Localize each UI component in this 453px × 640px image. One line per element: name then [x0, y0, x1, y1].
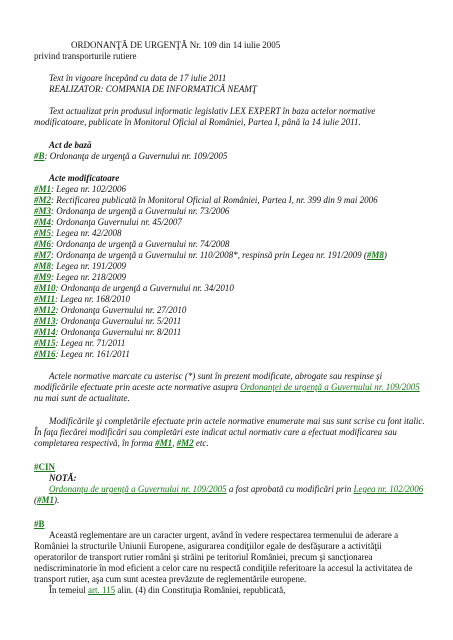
- acte-modificatoare-block: [34, 173, 426, 360]
- list-item: [34, 327, 426, 338]
- list-item-text: : Ordonanţa de urgenţă a Guvernului nr. 73/2006: [51, 206, 230, 216]
- list-item-text: : Legea nr. 161/2011: [55, 349, 130, 359]
- italic-note-text: Modificările şi completările efectuate prin actele normative enumerate mai sus sunt scrise cu font italic. În faţa fiecărei modificări sau completări este indicat actul normativ care a efectuat modificarea sau completarea respectivă, în forma: [34, 416, 425, 448]
- italic-note-separator: ,: [172, 438, 177, 448]
- document-header: [34, 40, 426, 62]
- act-baza-text: : Ordonanţa de urgenţă a Guvernului nr. 109/2005: [44, 151, 228, 161]
- list-item: [34, 261, 426, 272]
- legea-102-link[interactable]: Legea nr. 102/2006: [353, 484, 424, 494]
- list-item: [34, 228, 426, 239]
- tag-m8-link[interactable]: #M8: [34, 261, 52, 271]
- acte-modificatoare-heading: Acte modificatoare: [49, 173, 120, 183]
- list-item: [34, 195, 426, 206]
- list-item-text: : Ordonanţa Guvernului nr. 45/2007: [51, 217, 182, 227]
- temeiul-text-end: alin. (4) din Constituţia României, republicată,: [115, 585, 286, 595]
- tag-m7-link[interactable]: #M7: [34, 250, 52, 260]
- list-item-text: : Ordonanţa Guvernului nr. 27/2010: [55, 305, 187, 315]
- italic-note: [34, 416, 426, 449]
- body-block: [34, 519, 426, 596]
- tag-m9-link[interactable]: #M9: [34, 272, 52, 282]
- tag-m12-link[interactable]: #M12: [34, 305, 56, 315]
- cin-note-text: [34, 484, 426, 506]
- list-item-text: : Ordonanţa de urgenţă a Guvernului nr. 34/2010: [55, 283, 234, 293]
- list-item: [34, 283, 426, 294]
- act-baza-heading: Act de bază: [49, 140, 92, 150]
- tag-m10-link[interactable]: #M10: [34, 283, 56, 293]
- list-item: [34, 316, 426, 327]
- tag-m13-link[interactable]: #M13: [34, 316, 56, 326]
- example-m2-link[interactable]: #M2: [176, 438, 194, 448]
- tag-m11-link[interactable]: #M11: [34, 294, 56, 304]
- asterisk-note: [34, 371, 426, 404]
- list-item: [34, 239, 426, 250]
- cin-middle-text: a fost aprobată cu modificări prin: [226, 484, 354, 494]
- vigoare-line: Text în vigoare începând cu data de 17 iulie 2011: [49, 73, 227, 83]
- ordonanta-109-link[interactable]: Ordonanţa de urgenţă a Guvernului nr. 109/2005: [49, 484, 227, 494]
- italic-note-end: etc.: [193, 438, 209, 448]
- list-item: [34, 349, 426, 360]
- list-item: [34, 294, 426, 305]
- list-item-text: : Ordonanţa Guvernului nr. 8/2011: [55, 327, 182, 337]
- tag-m15-link[interactable]: #M15: [34, 338, 56, 348]
- ordonanta-link[interactable]: Ordonanţei de urgenţă a Guvernului nr. 109/2005: [240, 382, 420, 392]
- tag-m8-inline-link[interactable]: #M8: [366, 250, 384, 260]
- list-item-text: ): [383, 250, 387, 260]
- cin-m1-link[interactable]: #M1: [37, 495, 55, 505]
- list-item-text: : Legea nr. 168/2010: [55, 294, 131, 304]
- temeiul-line: [34, 585, 426, 596]
- list-item-text: : Ordonanţa de urgenţă a Guvernului nr. 74/2008: [51, 239, 230, 249]
- asterisk-note-text-end: nu mai sunt de actualitate.: [34, 393, 130, 403]
- tag-b-link[interactable]: #B: [34, 151, 45, 161]
- document-subtitle: privind transporturile rutiere: [34, 51, 137, 61]
- tag-m3-link[interactable]: #M3: [34, 206, 52, 216]
- act-baza-block: [34, 140, 426, 162]
- temeiul-text: În temeiul: [49, 585, 88, 595]
- list-item-text: : Legea nr. 218/2009: [51, 272, 127, 282]
- cin-paren-close: ).: [54, 495, 60, 505]
- cin-block: [34, 462, 426, 506]
- body-paragraph: Această reglementare are un caracter urgent, având în vedere respectarea termenului de aderare a României la structurile Uniunii Europene, asigurarea condiţiilor egale de desfăşurare a activităţii operatorilor de transport rutier români şi străini pe teritoriul României, precum şi sancţionarea nediscriminatorie în mod eficient a celor care nu respectă condiţiile referitoare la accesul la activitatea de transport rutier, aşa cum sunt acestea prevăzute de reglementările europene.: [34, 530, 413, 584]
- list-item: [34, 338, 426, 349]
- tag-m2-link[interactable]: #M2: [34, 195, 52, 205]
- tag-m4-link[interactable]: #M4: [34, 217, 52, 227]
- list-item-text: : Legea nr. 71/2011: [55, 338, 126, 348]
- vigoare-block: [34, 73, 426, 95]
- list-item: [34, 184, 426, 195]
- list-item-text: : Legea nr. 191/2009: [51, 261, 127, 271]
- document-title: ORDONANŢĂ DE URGENŢĂ Nr. 109 din 14 iulie 2005: [71, 40, 281, 50]
- list-item: [34, 217, 426, 228]
- list-item: [34, 305, 426, 316]
- asterisk-note-text: Actele normative marcate cu asterisc (*) sunt în prezent modificate, abrogate sau respinse şi modificările efectuate prin aceste acte normative asupra: [34, 371, 383, 392]
- tag-b-body-link[interactable]: #B: [34, 519, 45, 529]
- list-item-text: : Ordonanţa Guvernului nr. 5/2011: [55, 316, 182, 326]
- list-item-text: : Ordonanţa de urgenţă a Guvernului nr. 110/2008*, respinsă prin Legea nr. 191/2009 (: [51, 250, 367, 260]
- cin-paren-open: (: [34, 495, 37, 505]
- list-item: [34, 206, 426, 217]
- tag-m1-link[interactable]: #M1: [34, 184, 52, 194]
- actualizat-paragraph: Text actualizat prin produsul informatic legislativ LEX EXPERT în baza actelor normative modificatoare, publicate în Monitorul Oficial al României, Partea I, până la 14 iulie 2011.: [34, 106, 376, 127]
- nota-heading: NOTĂ:: [49, 473, 77, 483]
- tag-cin-link[interactable]: #CIN: [34, 462, 56, 472]
- tag-m14-link[interactable]: #M14: [34, 327, 56, 337]
- example-m1-link[interactable]: #M1: [155, 438, 173, 448]
- art-115-link[interactable]: art. 115: [88, 585, 116, 595]
- list-item-text: : Legea nr. 102/2006: [51, 184, 127, 194]
- tag-m16-link[interactable]: #M16: [34, 349, 56, 359]
- realizator-line: REALIZATOR: COMPANIA DE INFORMATICĂ NEAMŢ: [49, 84, 257, 94]
- tag-m6-link[interactable]: #M6: [34, 239, 52, 249]
- list-item: [34, 272, 426, 283]
- list-item: [34, 250, 426, 261]
- list-item-text: : Legea nr. 42/2008: [51, 228, 122, 238]
- list-item-text: : Rectificarea publicată în Monitorul Oficial al României, Partea I, nr. 399 din 9 mai 2006: [51, 195, 378, 205]
- tag-m5-link[interactable]: #M5: [34, 228, 52, 238]
